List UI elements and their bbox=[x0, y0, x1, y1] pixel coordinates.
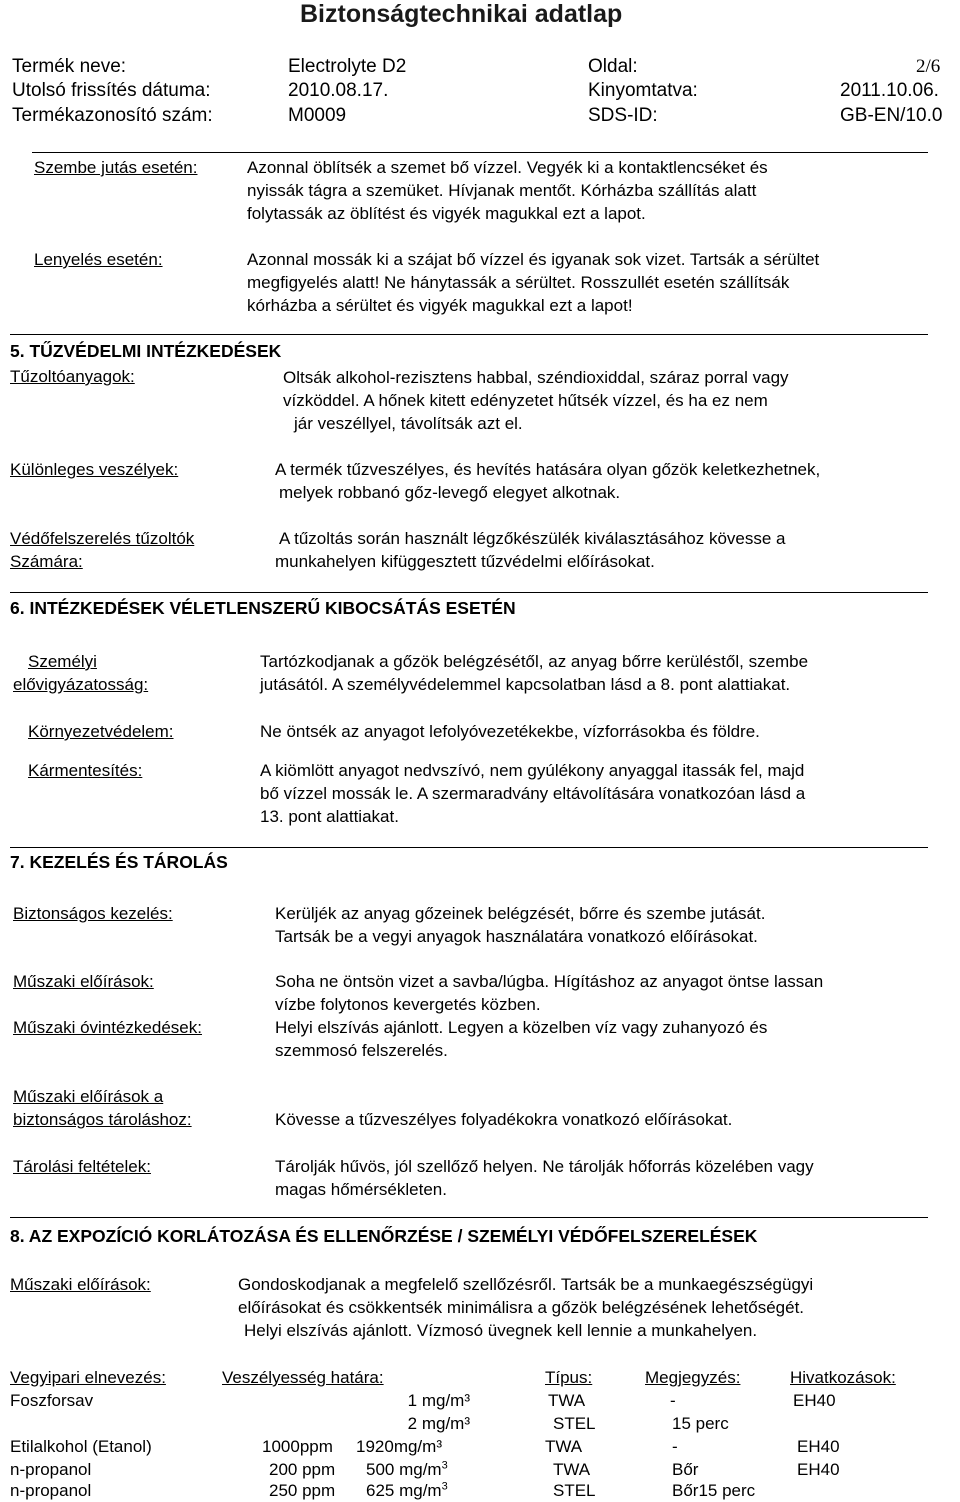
row-2-type: STEL bbox=[553, 1414, 596, 1433]
row-5-limit-mg-value: 625 mg/m bbox=[366, 1481, 442, 1500]
row-4-reference: EH40 bbox=[797, 1460, 840, 1479]
printed-date-value: 2011.10.06. bbox=[840, 80, 939, 101]
section-8-heading: 8. AZ EXPOZÍCIÓ KORLÁTOZÁSA ÉS ELLENŐRZÉSE / SZEMÉLYI VÉDŐFELSZERELÉSEK bbox=[10, 1226, 758, 1246]
cleanup-line-1: A kiömlött anyagot nedvszívó, nem gyúlékony anyaggal itassák fel, majd bbox=[260, 761, 805, 780]
row-1-note: - bbox=[670, 1391, 676, 1410]
column-header-reference: Hivatkozások: bbox=[790, 1368, 896, 1387]
section-7-divider bbox=[10, 847, 928, 848]
product-code-value: M0009 bbox=[288, 105, 347, 126]
eye-contact-line-1: Azonnal öblítsék a szemet bő vízzel. Vegyék ki a kontaktlencséket és bbox=[247, 158, 768, 177]
special-hazards-label: Különleges veszélyek: bbox=[10, 460, 179, 479]
storage-rules-line-1: Kövesse a tűzveszélyes folyadékokra vonatkozó előírásokat. bbox=[275, 1110, 733, 1129]
column-header-note: Megjegyzés: bbox=[645, 1368, 741, 1387]
updated-date-label: Utolsó frissítés dátuma: bbox=[12, 80, 211, 101]
row-4-limit-mg-exponent: 3 bbox=[441, 1459, 448, 1472]
extinguishing-media-line-2: vízköddel. A hőnek kitett edényzetet hűtsék vízzel, és ha ez nem bbox=[283, 391, 768, 410]
section-7-heading: 7. KEZELÉS ÉS TÁROLÁS bbox=[10, 852, 228, 872]
safe-handling-line-1: Kerüljék az anyag gőzeinek belégzését, bőrre és szembe jutását. bbox=[275, 904, 766, 923]
engineering-controls-line-2: előírásokat és csökkentsék minimálisra a gőzök belégzésének lehetőségét. bbox=[238, 1298, 805, 1317]
extinguishing-media-line-3: jár veszéllyel, távolítsák azt el. bbox=[294, 414, 523, 433]
personal-precautions-line-2: jutásától. A személyvédelemmel kapcsolatban lásd a 8. pont alattiakat. bbox=[260, 675, 791, 694]
column-header-limit: Veszélyesség határa: bbox=[222, 1368, 384, 1387]
product-code-label: Termékazonosító szám: bbox=[12, 105, 213, 126]
top-divider bbox=[32, 152, 928, 153]
section-5-heading: 5. TŰZVÉDELMI INTÉZKEDÉSEK bbox=[10, 341, 282, 361]
technical-rules-line-2: vízbe folytonos kevergetés közben. bbox=[275, 995, 541, 1014]
row-4-limit-ppm: 200 ppm bbox=[269, 1460, 336, 1479]
personal-precautions-label-1: Személyi bbox=[28, 652, 97, 671]
row-5-limit-ppm: 250 ppm bbox=[269, 1481, 336, 1500]
row-4-limit-mg bbox=[366, 1458, 448, 1481]
sds-id-label: SDS-ID: bbox=[588, 105, 658, 126]
row-3-reference: EH40 bbox=[797, 1437, 840, 1456]
row-2-note: 15 perc bbox=[672, 1414, 729, 1433]
special-hazards-line-2: melyek robbanó gőz-levegő elegyet alkotnak. bbox=[279, 483, 621, 502]
page-label: Oldal: bbox=[588, 56, 638, 77]
row-5-type: STEL bbox=[553, 1481, 596, 1500]
section-6-divider bbox=[10, 592, 928, 593]
eye-contact-line-2: nyissák tágra a szemüket. Hívjanak mentőt. Kórházba szállítás alatt bbox=[247, 181, 757, 200]
technical-precautions-line-2: szemmosó felszerelés. bbox=[275, 1041, 448, 1060]
row-4-note: Bőr bbox=[672, 1460, 699, 1479]
engineering-controls-line-1: Gondoskodjanak a megfelelő szellőzésről. Tartsák be a munkaegészségügyi bbox=[238, 1275, 814, 1294]
technical-rules-line-1: Soha ne öntsön vizet a savba/lúgba. Hígításhoz az anyagot öntse lassan bbox=[275, 972, 824, 991]
row-3-note: - bbox=[672, 1437, 678, 1456]
environmental-line-1: Ne öntsék az anyagot lefolyóvezetékekbe, vízforrásokba és földre. bbox=[260, 722, 760, 741]
storage-rules-label-2: biztonságos tároláshoz: bbox=[13, 1110, 192, 1129]
printed-date-label: Kinyomtatva: bbox=[588, 80, 698, 101]
row-4-limit-mg-value: 500 mg/m bbox=[366, 1460, 442, 1479]
extinguishing-media-label: Tűzoltóanyagok: bbox=[10, 367, 135, 386]
row-1-type: TWA bbox=[548, 1391, 586, 1410]
row-5-chemical: n-propanol bbox=[10, 1481, 92, 1500]
special-hazards-line-1: A termék tűzveszélyes, és hevítés hatására olyan gőzök keletkezhetnek, bbox=[275, 460, 821, 479]
personal-precautions-label-2: elővigyázatosság: bbox=[13, 675, 149, 694]
document-title: Biztonságtechnikai adatlap bbox=[300, 0, 623, 28]
firefighter-ppe-line-1: A tűzoltás során használt légzőkészülék kiválasztásához kövesse a bbox=[279, 529, 786, 548]
cleanup-line-2: bő vízzel mossák le. A szermaradvány eltávolítására vonatkozóan lásd a bbox=[260, 784, 806, 803]
row-5-limit-mg bbox=[366, 1479, 448, 1502]
firefighter-ppe-label-1: Védőfelszerelés tűzoltók bbox=[10, 529, 195, 548]
row-4-type: TWA bbox=[553, 1460, 591, 1479]
storage-conditions-label: Tárolási feltételek: bbox=[13, 1157, 151, 1176]
ingestion-line-2: megfigyelés alatt! Ne hánytassák a sérültet. Rosszullét esetén szállítsák bbox=[247, 273, 790, 292]
technical-precautions-line-1: Helyi elszívás ajánlott. Legyen a közelben víz vagy zuhanyozó és bbox=[275, 1018, 768, 1037]
extinguishing-media-line-1: Oltsák alkohol-rezisztens habbal, széndioxiddal, száraz porral vagy bbox=[283, 368, 789, 387]
updated-date-value: 2010.08.17. bbox=[288, 80, 389, 101]
ingestion-line-1: Azonnal mossák ki a szájat bő vízzel és igyanak sok vizet. Tartsák a sérültet bbox=[247, 250, 820, 269]
row-5-note: Bőr15 perc bbox=[672, 1481, 756, 1500]
firefighter-ppe-label-2: Számára: bbox=[10, 552, 83, 571]
column-header-chemical: Vegyipari elnevezés: bbox=[10, 1368, 166, 1387]
eye-contact-line-3: folytassák az öblítést és vigyék magukkal ezt a lapot. bbox=[247, 204, 646, 223]
technical-precautions-label: Műszaki óvintézkedések: bbox=[13, 1018, 202, 1037]
row-3-type: TWA bbox=[545, 1437, 583, 1456]
firefighter-ppe-line-2: munkahelyen kifüggesztett tűzvédelmi előírásokat. bbox=[275, 552, 655, 571]
section-6-heading: 6. INTÉZKEDÉSEK VÉLETLENSZERŰ KIBOCSÁTÁS ESETÉN bbox=[10, 598, 516, 618]
page-number: 2/6 bbox=[916, 56, 941, 77]
safe-handling-label: Biztonságos kezelés: bbox=[13, 904, 173, 923]
section-8-divider bbox=[10, 1217, 928, 1218]
row-3-limit-ppm: 1000ppm bbox=[262, 1437, 333, 1456]
cleanup-label: Kármentesítés: bbox=[28, 761, 143, 780]
row-3-limit-mg: 1920mg/m³ bbox=[356, 1437, 442, 1456]
ingestion-label: Lenyelés esetén: bbox=[34, 250, 163, 269]
safe-handling-line-2: Tartsák be a vegyi anyagok használatára vonatkozó előírásokat. bbox=[275, 927, 758, 946]
product-name-label: Termék neve: bbox=[12, 56, 127, 77]
personal-precautions-line-1: Tartózkodjanak a gőzök belégzésétől, az anyag bőrre kerüléstől, szembe bbox=[260, 652, 809, 671]
row-5-limit-mg-exponent: 3 bbox=[441, 1480, 448, 1493]
engineering-controls-line-3: Helyi elszívás ajánlott. Vízmosó üvegnek kell lennie a munkahelyen. bbox=[244, 1321, 758, 1340]
technical-rules-label: Műszaki előírások: bbox=[13, 972, 154, 991]
row-1-chemical: Foszforsav bbox=[10, 1391, 94, 1410]
row-2-limit-mg: 2 mg/m³ bbox=[407, 1414, 470, 1433]
engineering-controls-label: Műszaki előírások: bbox=[10, 1275, 151, 1294]
product-name-value: Electrolyte D2 bbox=[288, 56, 407, 77]
storage-conditions-line-2: magas hőmérsékleten. bbox=[275, 1180, 447, 1199]
eye-contact-label: Szembe jutás esetén: bbox=[34, 158, 198, 177]
row-3-chemical: Etilalkohol (Etanol) bbox=[10, 1437, 152, 1456]
sds-id-value: GB-EN/10.0 bbox=[840, 105, 943, 126]
row-1-limit-mg: 1 mg/m³ bbox=[407, 1391, 470, 1410]
storage-conditions-line-1: Tárolják hűvös, jól szellőző helyen. Ne tárolják hőforrás közelében vagy bbox=[275, 1157, 814, 1176]
storage-rules-label-1: Műszaki előírások a bbox=[13, 1087, 164, 1106]
cleanup-line-3: 13. pont alattiakat. bbox=[260, 807, 399, 826]
row-1-reference: EH40 bbox=[793, 1391, 836, 1410]
row-4-chemical: n-propanol bbox=[10, 1460, 92, 1479]
column-header-type: Típus: bbox=[545, 1368, 593, 1387]
environmental-label: Környezetvédelem: bbox=[28, 722, 174, 741]
section-5-divider bbox=[10, 334, 928, 335]
ingestion-line-3: kórházba a sérültet és vigyék magukkal ezt a lapot! bbox=[247, 296, 633, 315]
